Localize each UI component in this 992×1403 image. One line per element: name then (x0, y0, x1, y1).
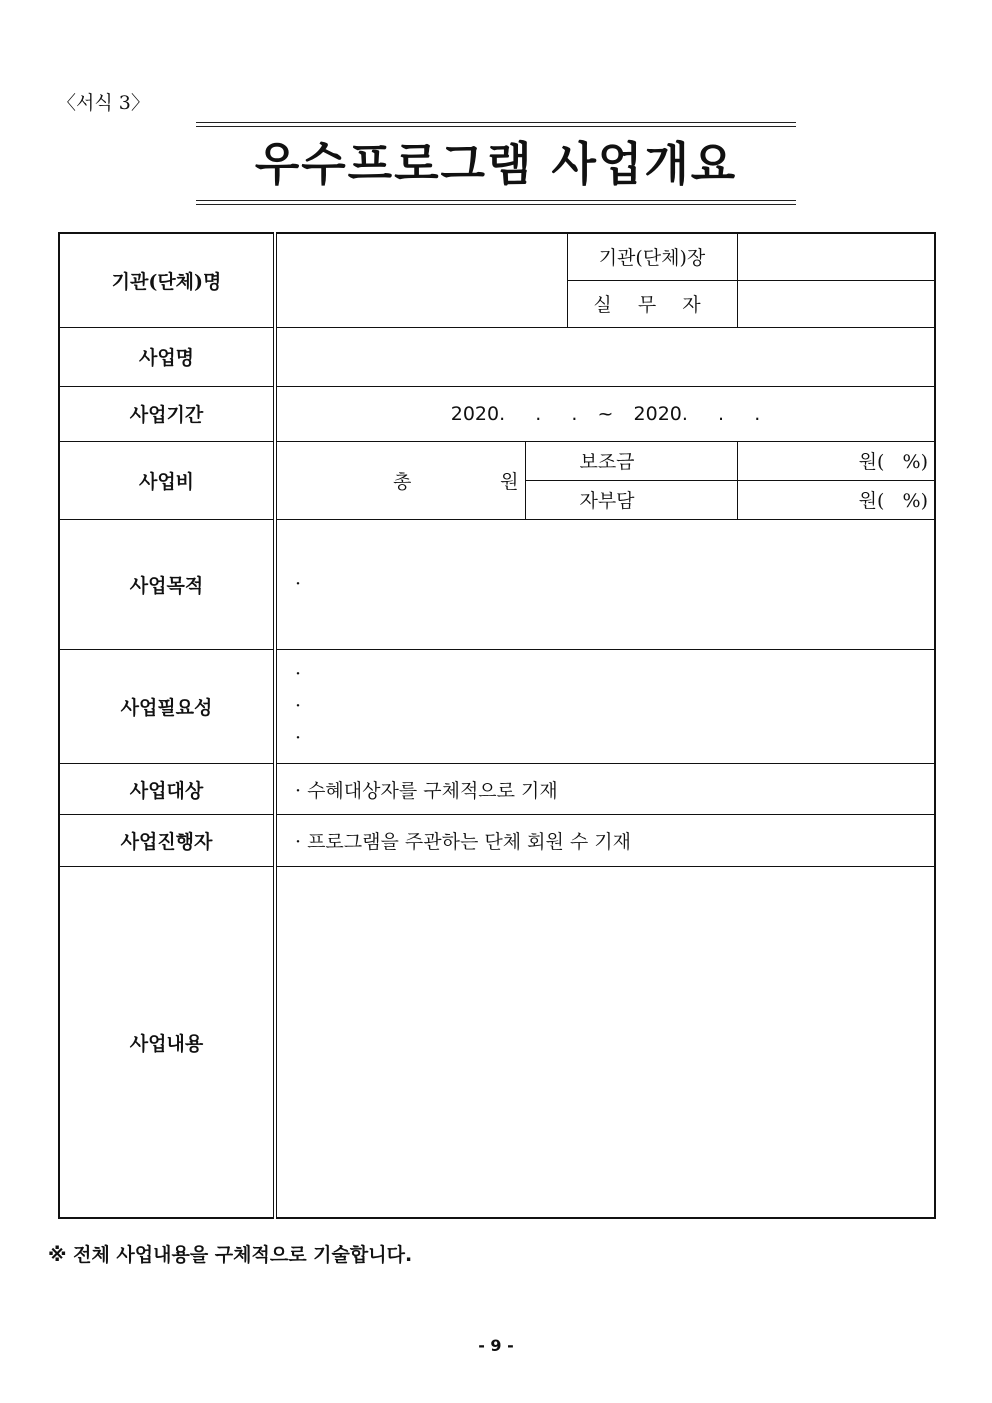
project-name-label: 사업명 (59, 327, 275, 386)
project-name-field[interactable] (275, 327, 935, 386)
purpose-item: · (295, 573, 302, 596)
period-value: 2020. . . ~ 2020. . . (450, 402, 761, 425)
org-name-label: 기관(단체)명 (59, 233, 275, 327)
executor-label: 사업진행자 (59, 815, 275, 867)
title-top-rule (196, 122, 796, 123)
self-burden-value: 원( %) (858, 490, 928, 513)
program-overview-table (58, 232, 936, 1219)
necessity-label: 사업필요성 (59, 649, 275, 763)
subsidy-value: 원( %) (858, 451, 928, 474)
org-head-label: 기관(단체)장 (567, 233, 737, 280)
page-title: 우수프로그램 사업개요 (254, 137, 738, 191)
executor-value: · 프로그램을 주관하는 단체 회원 수 기재 (295, 831, 631, 854)
budget-total-suffix: 원 (500, 470, 519, 493)
staff-field[interactable] (737, 280, 935, 327)
purpose-field[interactable] (275, 519, 935, 649)
budget-label: 사업비 (59, 441, 275, 519)
title-block (196, 122, 796, 206)
self-burden-label: 자부담 (525, 480, 737, 519)
title-bottom-rule-inner (196, 200, 796, 201)
page-number: - 9 - (478, 1336, 514, 1355)
footnote: ※ 전체 사업내용을 구체적으로 기술합니다. (48, 1244, 413, 1266)
necessity-item: · (295, 663, 302, 686)
title-top-rule-inner (196, 126, 796, 127)
necessity-item: · (295, 727, 302, 750)
budget-total-prefix: 총 (393, 470, 412, 493)
subsidy-field[interactable] (737, 441, 935, 480)
budget-total-field[interactable] (275, 441, 525, 519)
target-value: · 수혜대상자를 구체적으로 기재 (295, 779, 558, 802)
period-field[interactable] (275, 386, 935, 441)
form-number: 〈서식 3〉 (57, 92, 150, 114)
org-name-field[interactable] (275, 233, 567, 327)
self-burden-field[interactable] (737, 480, 935, 519)
target-label: 사업대상 (59, 763, 275, 814)
content-field[interactable] (275, 867, 935, 1218)
staff-label: 실 무 자 (567, 280, 737, 327)
subsidy-label: 보조금 (525, 441, 737, 480)
period-label: 사업기간 (59, 386, 275, 441)
content-label: 사업내용 (59, 867, 275, 1218)
target-field[interactable] (275, 763, 935, 814)
purpose-label: 사업목적 (59, 519, 275, 649)
necessity-field[interactable] (275, 649, 935, 763)
title-bottom-rule (196, 204, 796, 205)
org-head-field[interactable] (737, 233, 935, 280)
necessity-item: · (295, 695, 302, 718)
executor-field[interactable] (275, 815, 935, 867)
